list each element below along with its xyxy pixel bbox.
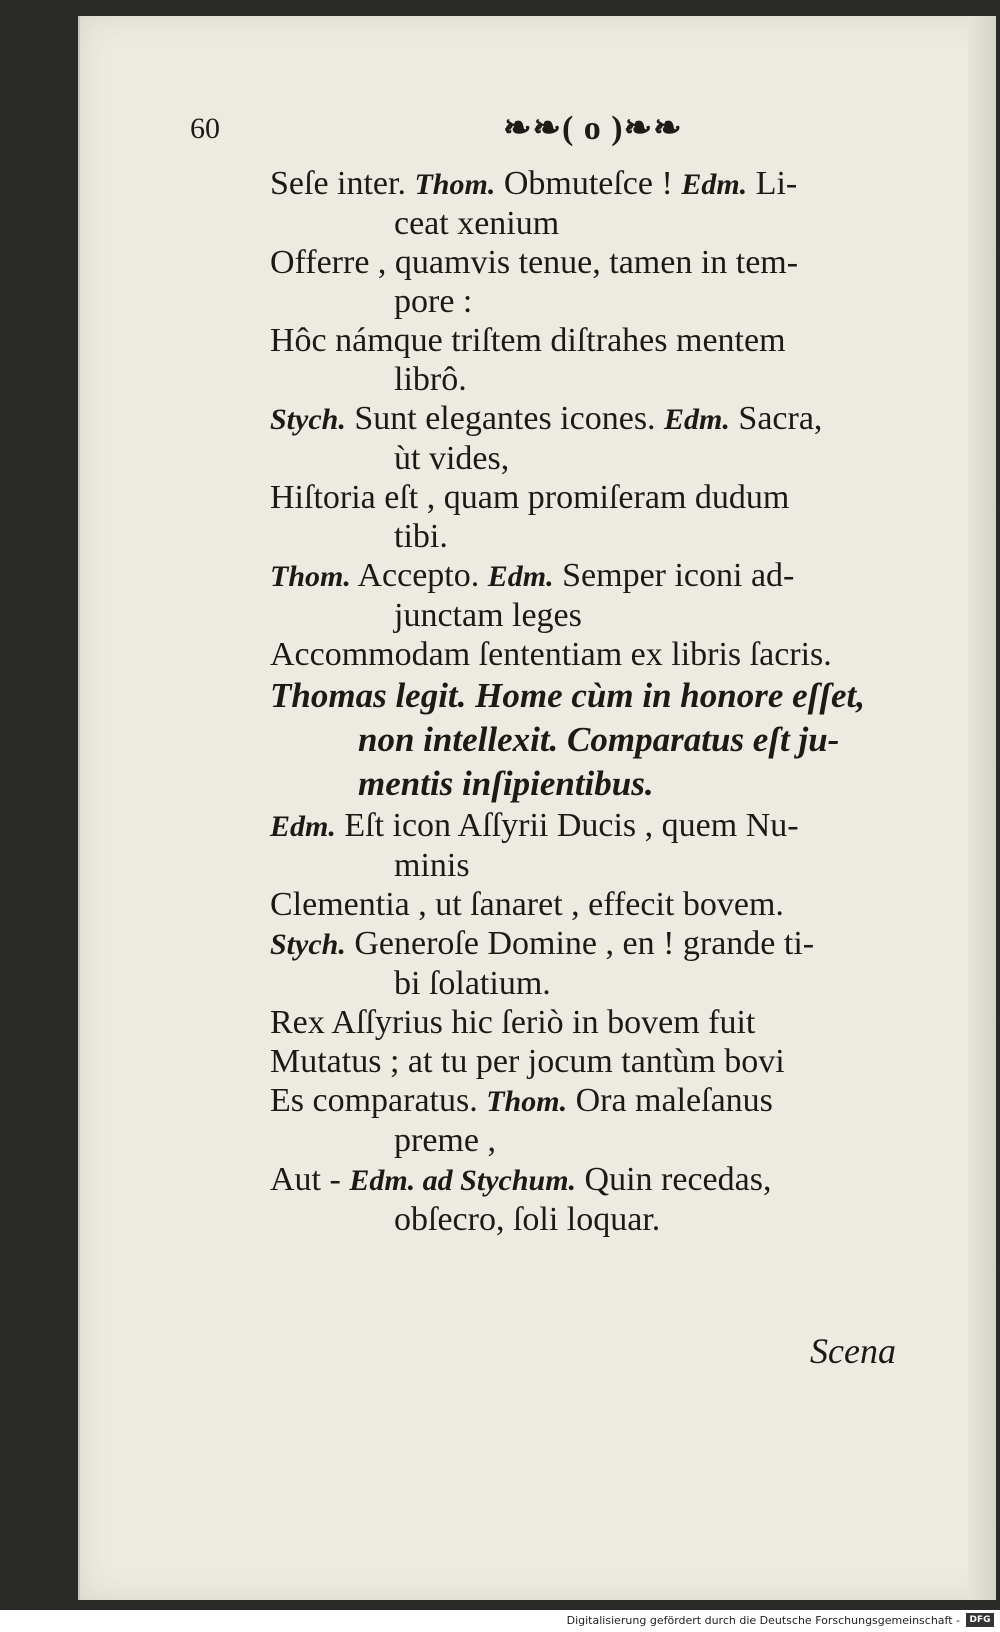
page-edge: [968, 16, 996, 1600]
text-line: [270, 164, 960, 204]
text-line: [270, 399, 960, 439]
text-line: tibi.: [394, 518, 448, 555]
line-text: Sacra,: [729, 400, 823, 437]
text-line: obſecro, ſoli loquar.: [394, 1201, 661, 1238]
text-line: [270, 924, 960, 964]
line-text: Generoſe Domine , en ! grande ti-: [345, 925, 815, 962]
line-text: Li-: [747, 165, 798, 202]
text-line: junctam leges: [394, 597, 582, 634]
text-line: ùt vides,: [394, 440, 510, 477]
text-line: pore :: [394, 283, 473, 320]
speaker-label: Thom.: [486, 1085, 568, 1118]
line-text: Eſt icon Aſſyrii Ducis , quem Nu-: [335, 807, 799, 844]
speaker-label: Edm.: [681, 168, 748, 201]
text-line: [270, 1160, 960, 1200]
line-text: Seſe inter.: [270, 165, 415, 202]
text-line: librô.: [394, 361, 467, 398]
speaker-label: Stych.: [270, 928, 346, 961]
line-text: Quin recedas,: [576, 1161, 772, 1198]
line-text: Obmuteſce !: [495, 165, 682, 202]
footer-bar: [0, 1610, 1000, 1632]
speaker-label: Edm. ad Stychum.: [349, 1164, 577, 1197]
text-line: mentis inſipientibus.: [358, 764, 654, 803]
text-line: Offerre , quamvis tenue, tamen in tem-: [270, 244, 799, 281]
speaker-label: Edm.: [487, 560, 554, 593]
line-text: Accepto.: [350, 557, 488, 594]
footer-credit: Digitalisierung gefördert durch die Deutsche Forschungsgemeinschaft -: [566, 1614, 960, 1627]
text-line: preme ,: [394, 1122, 496, 1159]
text-line: [270, 674, 960, 718]
text-block: [270, 164, 960, 1239]
line-text: Es comparatus.: [270, 1082, 487, 1119]
text-line: non intellexit. Comparatus eſt ju-: [358, 720, 840, 759]
text-line: Accommodam ſententiam ex libris ſacris.: [270, 636, 832, 673]
text-line: Clementia , ut ſanaret , effecit bovem.: [270, 886, 784, 923]
speaker-label: Stych.: [270, 403, 346, 436]
line-text: Semper iconi ad-: [553, 557, 795, 594]
line-text: Home cùm in honore eſſet,: [475, 676, 865, 715]
page-number: 60: [190, 112, 220, 145]
text-line: minis: [394, 847, 470, 884]
line-text: Sunt elegantes icones.: [345, 400, 665, 437]
text-line: [270, 556, 960, 596]
text-line: Hôc námque triſtem diſtrahes mentem: [270, 322, 786, 359]
text-line: Mutatus ; at tu per jocum tantùm bovi: [270, 1043, 785, 1080]
speaker-label: Edm.: [270, 810, 336, 843]
text-line: bi ſolatium.: [394, 965, 551, 1002]
text-line: [270, 806, 960, 846]
line-text: Aut -: [270, 1161, 350, 1198]
line-text: Thomas legit.: [270, 676, 476, 715]
text-line: ceat xenium: [394, 205, 560, 242]
running-head: ❧❧( o )❧❧: [503, 110, 683, 147]
line-text: Ora maleſanus: [567, 1082, 773, 1119]
speaker-label: Thom.: [270, 560, 351, 593]
text-line: Rex Aſſyrius hic ſeriò in bovem fuit: [270, 1004, 756, 1041]
catchword: Scena: [810, 1331, 896, 1371]
speaker-label: Thom.: [414, 168, 496, 201]
text-line: Hiſtoria eſt , quam promiſeram dudum: [270, 479, 790, 516]
text-line: [270, 1081, 960, 1121]
dfg-logo-icon: DFG: [966, 1613, 994, 1627]
speaker-label: Edm.: [664, 403, 730, 436]
